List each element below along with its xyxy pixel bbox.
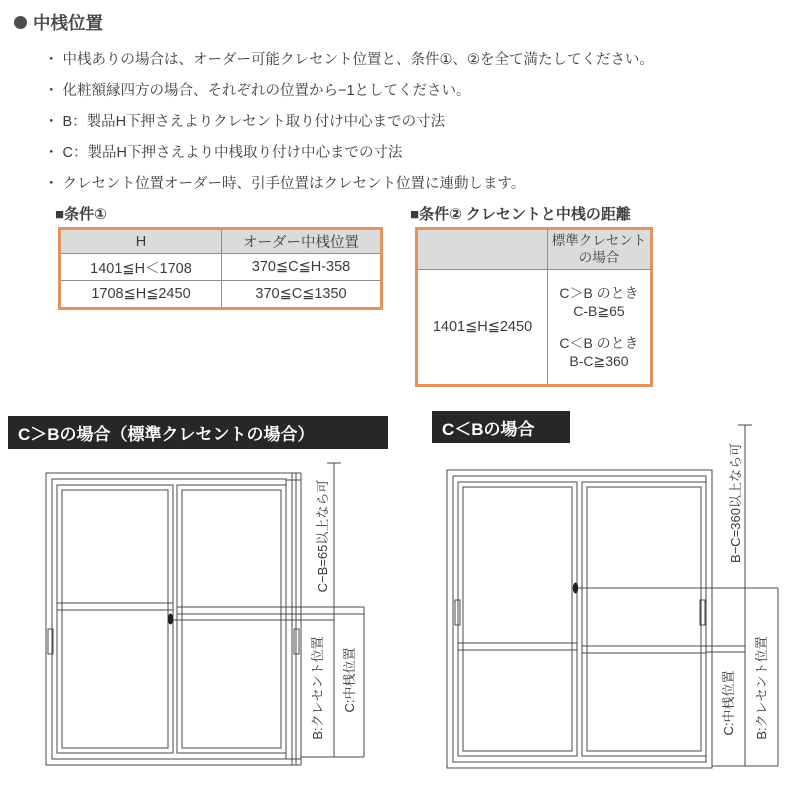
table-cell: 1401≦H≦2450 [418,270,548,384]
case-condition: C＜B のとき [559,334,639,351]
crescent-position-label: B:クレセント位置 [310,636,325,740]
note-text: B：製品H下押さえよりクレセント取り付け中心までの寸法 [62,114,446,130]
table-cell: 1401≦H＜1708 [61,254,222,281]
case-block [559,284,638,320]
table-cell: 370≦C≦1350 [255,286,347,302]
section-bullet-icon [14,16,27,29]
note-item [44,48,654,69]
condition2-heading-text: 条件② クレセントと中桟の距離 [419,206,631,223]
table-header-cell: H [61,230,222,254]
condition1-heading-text: 条件① [64,206,107,223]
crescent-position-label: B:クレセント位置 [754,636,769,740]
note-item [44,110,445,131]
note-item [44,172,525,193]
page-title-row [14,10,103,35]
note-item [44,79,471,100]
table-header-cell [418,230,548,270]
case-block [559,334,638,370]
diagram-right-title-bar: C＜Bの場合 [432,411,570,443]
crescent-lock-icon [168,614,174,625]
note-text: 中桟ありの場合は、オーダー可能クレセント位置と、条件①、②を全て満たしてください。 [62,52,654,68]
square-marker-icon: ■ [55,206,65,223]
rail-position-label: C:中桟位置 [342,647,357,713]
case-rule: B-C≧360 [569,352,629,369]
gap-dimension-label: B−C=360以上なら可 [728,443,743,563]
window-drawings [0,420,800,800]
diagram-left-title-bar: C＞Bの場合（標準クレセントの場合） [8,416,388,449]
case-condition: C＞B のとき [559,285,639,302]
table-header-cell: オーダー中桟位置 [222,230,380,254]
case-rule: C-B≧65 [573,303,625,320]
bullet-marker-icon: ・ [44,145,59,161]
table-cell [548,270,650,384]
note-text: 化粧額縁四方の場合、それぞれの位置から−1としてください。 [62,83,471,99]
gap-dimension-label: C−B=65以上なら可 [315,479,330,593]
bullet-marker-icon: ・ [44,83,59,99]
condition1-table [58,227,383,310]
rail-position-label: C:中桟位置 [721,670,736,736]
condition1-heading [55,203,107,224]
table-cell: 370≦C≦H-358 [222,254,380,281]
bullet-marker-icon: ・ [44,114,59,130]
condition2-table [415,227,653,387]
table-cell: 1708≦H≦2450 [61,281,222,307]
note-item [44,141,402,162]
header-line: 標準クレセント [551,232,647,248]
header-line: の場合 [578,249,620,265]
note-text: C：製品H下押さえより中桟取り付け中心までの寸法 [62,145,403,161]
crescent-lock-icon [573,583,579,594]
page-title: 中桟位置 [33,13,103,33]
square-marker-icon: ■ [410,206,420,223]
note-text: クレセント位置オーダー時、引手位置はクレセント位置に連動します。 [62,176,526,192]
bullet-marker-icon: ・ [44,176,59,192]
bullet-marker-icon: ・ [44,52,59,68]
condition2-heading [410,203,631,224]
table-header-cell [548,230,650,270]
